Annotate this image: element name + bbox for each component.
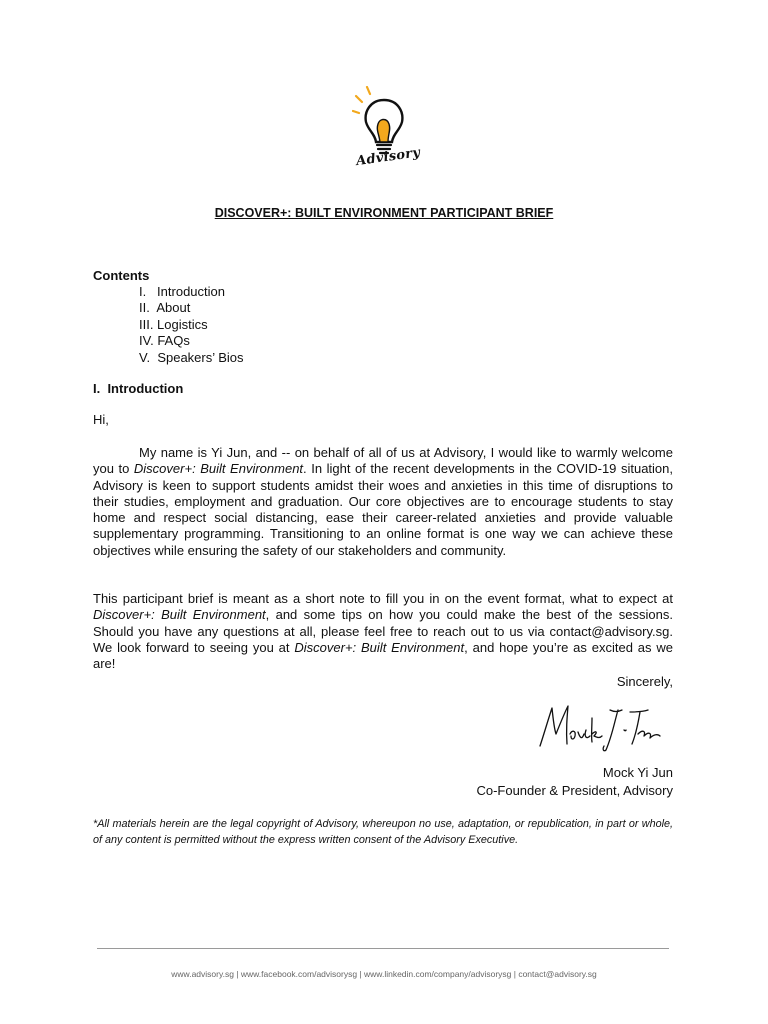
greeting: Hi, — [93, 412, 109, 427]
contents-heading: Contents — [93, 268, 150, 283]
footer-links: www.advisory.sg | www.facebook.com/advisorysg | www.linkedin.com/company/advisorysg | contact@advisory.sg — [171, 969, 597, 979]
table-of-contents — [139, 284, 244, 366]
toc-item: II. About — [139, 300, 191, 316]
event-name: Discover+: Built Environment — [93, 607, 266, 623]
logo-wordmark: Advisory — [355, 145, 422, 170]
intro-paragraph-2: This participant brief is meant as a short note to fill you in on the event format, what to expect at Discover+: Built Environment, and some tips on how you could make the best of the sessions. Should you have any questions at all, please feel free to reach out to us via contact@advisory.sg. We look forward to seeing you at Discover+: Built Environment, and hope you’re as excited as we are! — [93, 591, 674, 672]
toc-item: III. Logistics — [139, 316, 208, 332]
copyright-disclaimer: *All materials herein are the legal copyright of Advisory, whereupon no use, adaptation, or republication, in part or whole, of any content is permitted without the express written consent of the Advisory Executive. — [93, 818, 673, 847]
signer-name: Mock Yi Jun — [602, 765, 673, 780]
toc-item: V. Speakers’ Bios — [139, 349, 244, 365]
event-name: Discover+: Built Environment — [133, 461, 304, 477]
event-name: Discover+: Built Environment — [294, 639, 465, 655]
footer-divider — [97, 948, 669, 949]
document-title: DISCOVER+: BUILT ENVIRONMENT PARTICIPANT BRIEF — [214, 206, 554, 220]
signer-role: Co-Founder & President, Advisory — [476, 783, 673, 798]
bulb-filament — [377, 120, 389, 143]
intro-paragraph-1: My name is Yi Jun, and -- on behalf of all of us at Advisory, I would like to warmly welcome you to Discover+: Built Environment. In light of the recent developments in the COVID-19 situation, Advisory is keen to support students amidst their woes and anxieties in this time of disruptions to their studies, employment and graduation. Our core objectives are to encourage students to stay home and respect social distancing, ease their career-related anxieties and provide valuable supplementary programming. Transitioning to an online format is one way we can achieve these objectives while ensuring the safety of our stakeholders and community. — [93, 445, 673, 558]
toc-item: IV. FAQs — [139, 333, 190, 349]
handwritten-signature — [534, 700, 664, 756]
toc-item: I. Introduction — [139, 284, 225, 299]
sign-off: Sincerely, — [616, 674, 673, 689]
section-heading-introduction: I. Introduction — [93, 381, 184, 396]
